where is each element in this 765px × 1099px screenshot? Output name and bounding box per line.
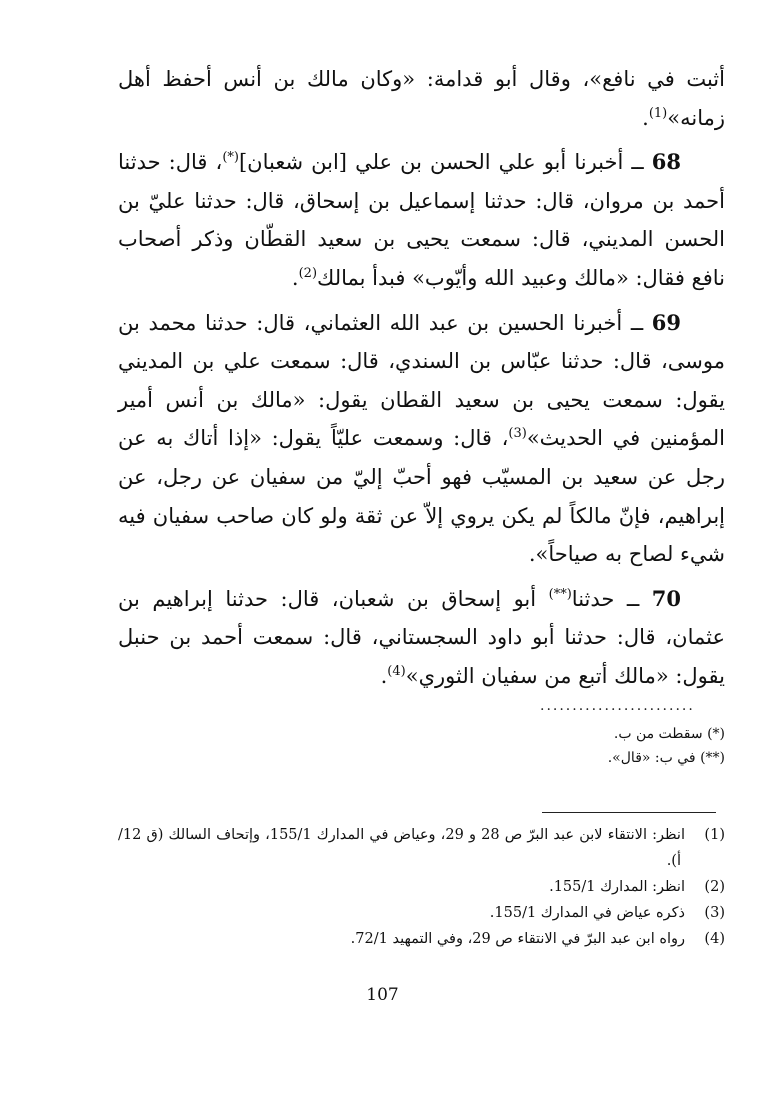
variant-notes [325,722,725,770]
note-mark: (**) [700,750,725,766]
main-text [118,60,725,702]
footnote-text: ذكره عياض في المدارك 155/1. [489,905,685,921]
note-text: في ب: «قال». [607,750,696,766]
footnote-ref[interactable]: (4) [387,663,406,679]
footnote-text: انظر: الانتقاء لابن عبد البرّ ص 28 و 29، وعياض في المدارك 155/1، وإتحاف السالك (ق 12/أ). [118,827,685,869]
footnote-ref[interactable]: (3) [508,426,527,442]
variant-note [325,746,725,770]
footnote-number: (1) [704,827,725,843]
paragraph-text: . [291,265,299,290]
paragraph-continuation [118,60,725,137]
dotted-separator: ........................ [540,698,695,714]
footnote-ref[interactable]: (*) [222,150,239,166]
paragraph-68 [118,143,725,297]
paragraph-text: . [642,105,649,130]
footnote-text: انظر: المدارك 155/1. [549,879,685,895]
paragraph-number: 69 [651,309,681,335]
paragraph-text: ، قال: حدثنا أحمد بن مروان، قال: حدثنا إسماعيل بن إسحاق، قال: حدثنا عليّ بن الحسن المديني، قال: سمعت يحيى بن سعيد القطّان وذكر أصحاب نافع فقال: «مالك وعبيد الله وأيّوب» فبدأ بمالك [118,150,725,290]
paragraph-number: 68 [651,149,682,175]
footnote-number: (3) [704,905,725,921]
footnote-ref[interactable]: (2) [298,265,318,281]
paragraph-text: ــ أخبرنا الحسين بن عبد الله العثماني، قال: حدثنا محمد بن موسى، قال: حدثنا عبّاس بن السندي، قال: سمعت علي بن المديني يقول: سمعت يحيى بن سعيد القطان يقول: «مالك بن أنس أمير المؤمنين في الحديث» [118,310,725,451]
footnote [118,900,725,926]
paragraph-text: ــ حدثنا [571,586,652,611]
paragraph-text: ، قال: وسمعت عليّاً يقول: «إذا أتاك به عن رجل عن سعيد بن المسيّب فهو أحبّ إليّ من سفيان عن رجل، عن إبراهيم، فإنّ مالكاً لم يكن يروي إلاّ عن ثقة ولو كان صاحب سفيان فيه شيء لصاح به صياحاً». [118,426,725,567]
footnote-number: (4) [704,931,725,947]
paragraph-70 [118,580,725,696]
footnotes [118,822,725,952]
note-text: سقطت من ب. [613,726,703,742]
note-mark: (*) [707,726,725,742]
paragraph-69 [118,304,725,574]
footnote [118,874,725,900]
paragraph-number: 70 [651,585,681,611]
paragraph-text: أثبت في نافع»، وقال أبو قدامة: «وكان مالك بن أنس أحفظ أهل زمانه» [118,67,725,130]
paragraph-text: أبو إسحاق بن شعبان، قال: حدثنا إبراهيم بن عثمان، قال: حدثنا أبو داود السجستاني، قال: سمعت أحمد بن حنبل يقول: «مالك أتبع من سفيان الثوري» [118,586,725,688]
footnote-number: (2) [704,879,725,895]
page-number: 107 [366,985,399,1005]
paragraph-text: . [380,663,388,688]
paragraph-text: ــ أخبرنا أبو علي الحسن بن علي [ابن شعبان] [238,150,652,175]
variant-note [325,722,725,746]
footnote [118,926,725,952]
footnote-ref[interactable]: (**) [548,586,572,602]
footnote-ref[interactable]: (1) [648,105,668,121]
footnote [118,822,725,874]
footnote-rule [542,812,716,813]
footnote-text: رواه ابن عبد البرّ في الانتقاء ص 29، وفي التمهيد 72/1. [350,931,685,947]
